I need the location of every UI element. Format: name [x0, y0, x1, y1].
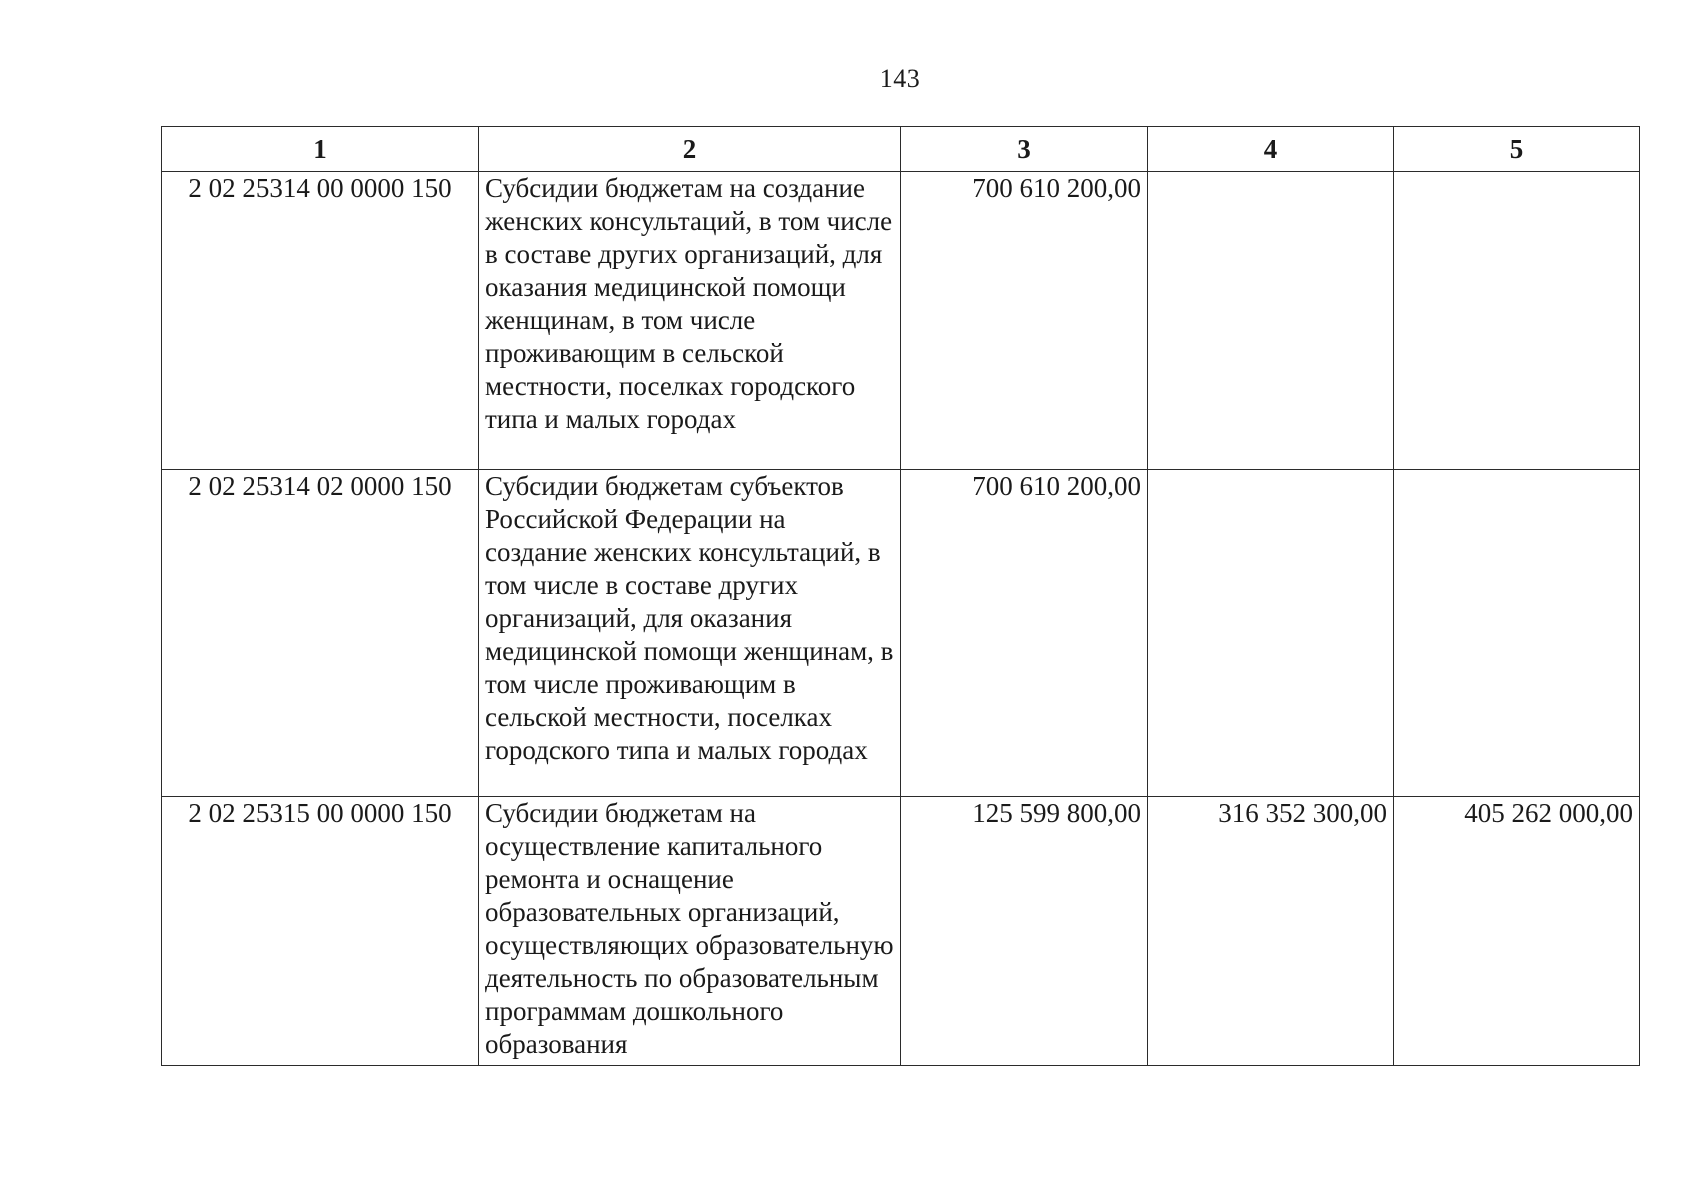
amount-col-3-cell: 700 610 200,00: [901, 172, 1148, 470]
budget-code-cell: 2 02 25314 00 0000 150: [162, 172, 479, 470]
header-col-2: 2: [479, 127, 901, 172]
amount-col-5-cell: [1394, 172, 1640, 470]
header-row: [162, 127, 1640, 172]
amount-col-4-cell: 316 352 300,00: [1148, 797, 1394, 1066]
header-col-5: 5: [1394, 127, 1640, 172]
amount-col-5-cell: [1394, 470, 1640, 797]
table-body: [162, 172, 1640, 1066]
budget-code-cell: 2 02 25315 00 0000 150: [162, 797, 479, 1066]
table-row: [162, 172, 1640, 470]
table-row: [162, 797, 1640, 1066]
header-col-4: 4: [1148, 127, 1394, 172]
amount-col-3-cell: 125 599 800,00: [901, 797, 1148, 1066]
budget-table: [161, 126, 1640, 1066]
description-cell: Субсидии бюджетам на создание женских консультаций, в том числе в составе других организаций, для оказания медицинской помощи женщинам, в том числе проживающим в сельской местности, поселках городского типа и малых городах: [479, 172, 901, 470]
table-row: [162, 470, 1640, 797]
amount-col-4-cell: [1148, 172, 1394, 470]
amount-col-4-cell: [1148, 470, 1394, 797]
description-cell: Субсидии бюджетам субъектов Российской Федерации на создание женских консультаций, в том числе в составе других организаций, для оказания медицинской помощи женщинам, в том числе проживающим в сельской местности, поселках городского типа и малых городах: [479, 470, 901, 797]
table-header: [162, 127, 1640, 172]
header-col-3: 3: [901, 127, 1148, 172]
amount-col-3-cell: 700 610 200,00: [901, 470, 1148, 797]
description-cell: Субсидии бюджетам на осуществление капитального ремонта и оснащение образовательных организаций, осуществляющих образовательную деятельность по образовательным программам дошкольного образования: [479, 797, 901, 1066]
amount-col-5-cell: 405 262 000,00: [1394, 797, 1640, 1066]
budget-code-cell: 2 02 25314 02 0000 150: [162, 470, 479, 797]
page-number: 143: [879, 64, 921, 93]
header-col-1: 1: [162, 127, 479, 172]
